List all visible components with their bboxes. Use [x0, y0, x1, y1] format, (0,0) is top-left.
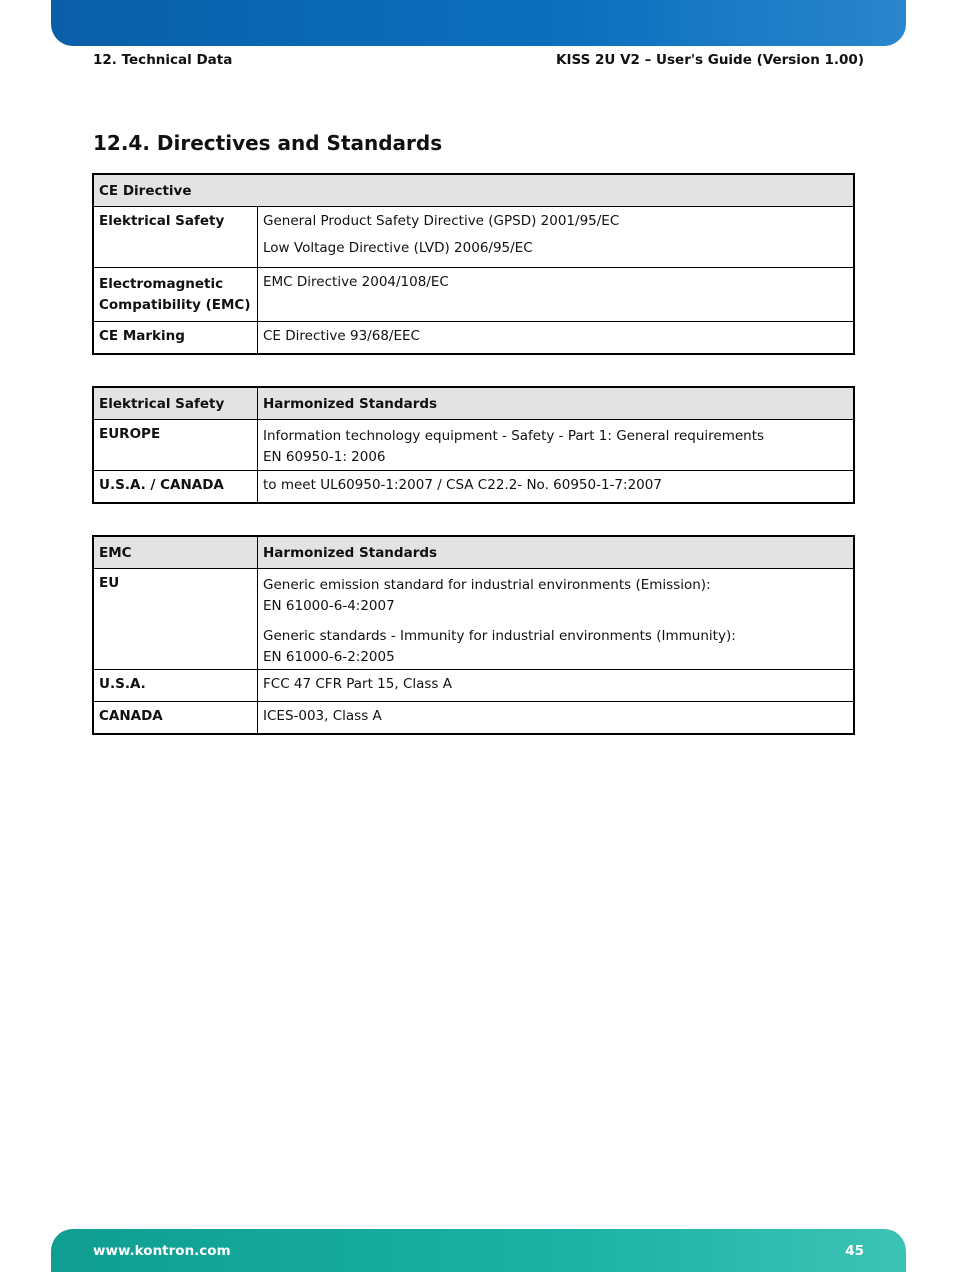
page-number: 45 — [845, 1243, 864, 1259]
table-row — [93, 702, 854, 734]
table-row — [93, 268, 854, 322]
table-row — [93, 420, 854, 471]
row-label — [93, 322, 258, 354]
value-line: Generic emission standard for industrial environments (Emission): — [263, 577, 711, 593]
table-row — [93, 207, 854, 268]
row-label: EUROPE — [93, 420, 258, 471]
table-row — [93, 322, 854, 354]
row-label-line: CE Marking — [99, 328, 185, 344]
emc-header-right: Harmonized Standards — [258, 536, 855, 569]
row-value — [258, 207, 855, 268]
footer-url: www.kontron.com — [93, 1243, 231, 1259]
row-label: U.S.A. — [93, 670, 258, 702]
safety-header-right: Harmonized Standards — [258, 387, 855, 420]
header-chapter: 12. Technical Data — [93, 52, 233, 68]
row-label-line: Elektrical Safety — [99, 213, 225, 229]
row-value — [258, 322, 855, 354]
value-line: ICES-003, Class A — [263, 708, 382, 724]
row-label: EU — [93, 569, 258, 670]
value-line: EN 61000-6-4:2007 — [263, 598, 395, 614]
value-line: EN 60950-1: 2006 — [263, 449, 386, 465]
value-line: Information technology equipment - Safety - Part 1: General requirements — [263, 428, 765, 444]
table-header-row — [93, 536, 854, 569]
safety-header-left: Elektrical Safety — [93, 387, 258, 420]
row-value — [258, 569, 855, 670]
value-line: EMC Directive 2004/108/EC — [263, 274, 449, 290]
table-header-row — [93, 174, 854, 207]
value-line: FCC 47 CFR Part 15, Class A — [263, 676, 452, 692]
ce-directive-header: CE Directive — [93, 174, 854, 207]
ce-directive-table — [92, 173, 855, 355]
table-header-row — [93, 387, 854, 420]
row-label-line: Compatibility (EMC) — [99, 297, 251, 313]
row-label: U.S.A. / CANADA — [93, 471, 258, 503]
row-label: CANADA — [93, 702, 258, 734]
row-value — [258, 471, 855, 503]
header-doc-title: KISS 2U V2 – User's Guide (Version 1.00) — [555, 52, 864, 68]
row-value — [258, 420, 855, 471]
value-line: Generic standards - Immunity for industrial environments (Immunity): — [263, 628, 736, 644]
emc-standards-table — [92, 535, 855, 735]
emc-header-left: EMC — [93, 536, 258, 569]
safety-standards-table — [92, 386, 855, 504]
row-value — [258, 702, 855, 734]
row-label — [93, 207, 258, 268]
row-value — [258, 268, 855, 322]
table-row — [93, 670, 854, 702]
table-row — [93, 471, 854, 503]
value-line: General Product Safety Directive (GPSD) 2001/95/EC — [263, 213, 620, 229]
header-band — [51, 0, 906, 46]
row-label — [93, 268, 258, 322]
value-line: CE Directive 93/68/EEC — [263, 328, 420, 344]
value-line: to meet UL60950-1:2007 / CSA C22.2- No. 60950-1-7:2007 — [263, 477, 662, 493]
value-line: Low Voltage Directive (LVD) 2006/95/EC — [263, 240, 533, 256]
row-label-line: Electromagnetic — [99, 276, 224, 292]
row-value — [258, 670, 855, 702]
section-title: 12.4. Directives and Standards — [93, 131, 443, 155]
value-line: EN 61000-6-2:2005 — [263, 649, 395, 665]
table-row — [93, 569, 854, 670]
